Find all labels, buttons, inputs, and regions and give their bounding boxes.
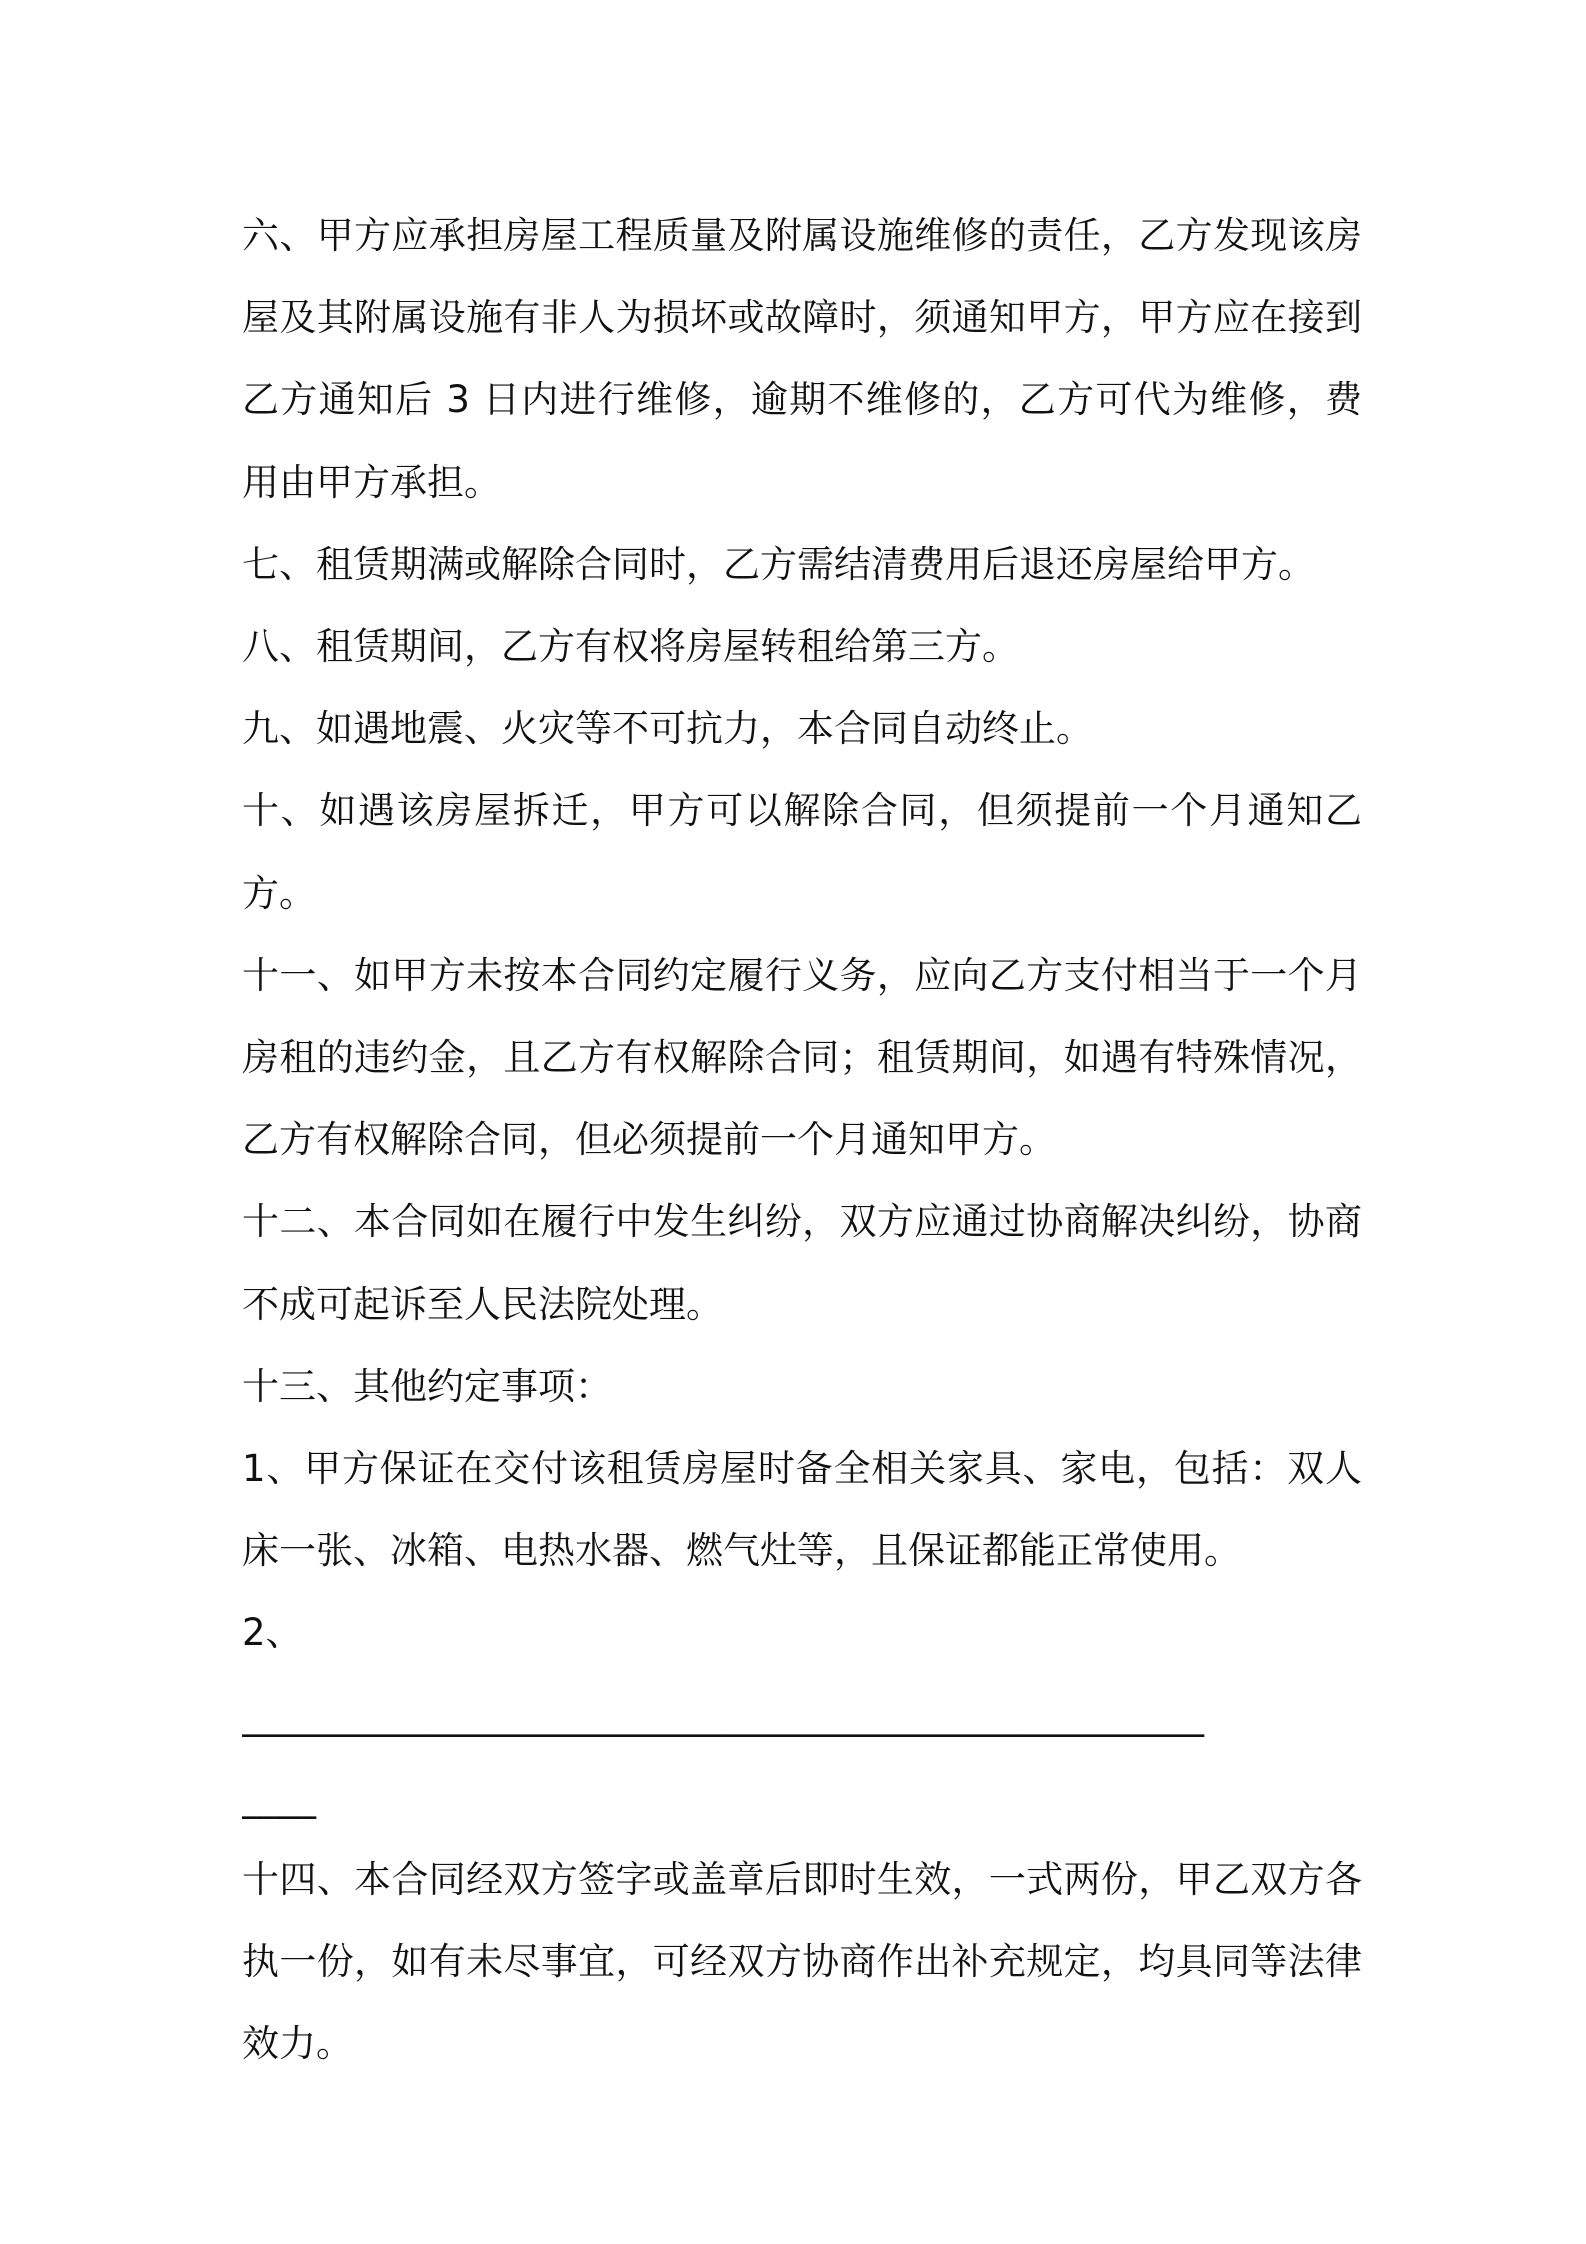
clause-12: 十二、本合同如在履行中发生纠纷，双方应通过协商解决纠纷，协商不成可起诉至人民法院处理。 xyxy=(242,1200,1362,1326)
fill-in-blank-line: ____________________________________________________ xyxy=(242,1693,1204,1737)
clause-13-item-2: 2、 xyxy=(242,1611,303,1655)
clause-11: 十一、如甲方未按本合同约定履行义务，应向乙方支付相当于一个月房租的违约金，且乙方有权解除合同；租赁期间，如遇有特殊情况，乙方有权解除合同，但必须提前一个月通知甲方。 xyxy=(242,953,1362,1162)
clause-8: 八、租赁期间，乙方有权将房屋转租给第三方。 xyxy=(242,625,1019,669)
clause-13-heading: 十三、其他约定事项： xyxy=(242,1364,612,1408)
clause-6: 六、甲方应承担房屋工程质量及附属设施维修的责任，乙方发现该房屋及其附属设施有非人为损坏或故障时，须通知甲方，甲方应在接到乙方通知后 3 日内进行维修，逾期不维修的，乙方可代为维修，费用由甲方承担。 xyxy=(242,214,1362,504)
clause-14: 十四、本合同经双方签字或盖章后即时生效，一式两份，甲乙双方各执一份，如有未尽事宜，可经双方协商作出补充规定，均具同等法律效力。 xyxy=(242,1858,1362,2066)
clause-13-item-1: 1、甲方保证在交付该租赁房屋时备全相关家具、家电，包括：双人床一张、冰箱、电热水器、燃气灶等，且保证都能正常使用。 xyxy=(242,1447,1362,1573)
fill-in-blank-line-continued: ____ xyxy=(242,1775,316,1819)
document-body xyxy=(242,195,1362,2086)
clause-9: 九、如遇地震、火灾等不可抗力，本合同自动终止。 xyxy=(242,707,1093,751)
clause-7: 七、租赁期满或解除合同时，乙方需结清费用后退还房屋给甲方。 xyxy=(242,542,1315,586)
clause-10: 十、如遇该房屋拆迁，甲方可以解除合同，但须提前一个月通知乙方。 xyxy=(242,789,1362,915)
